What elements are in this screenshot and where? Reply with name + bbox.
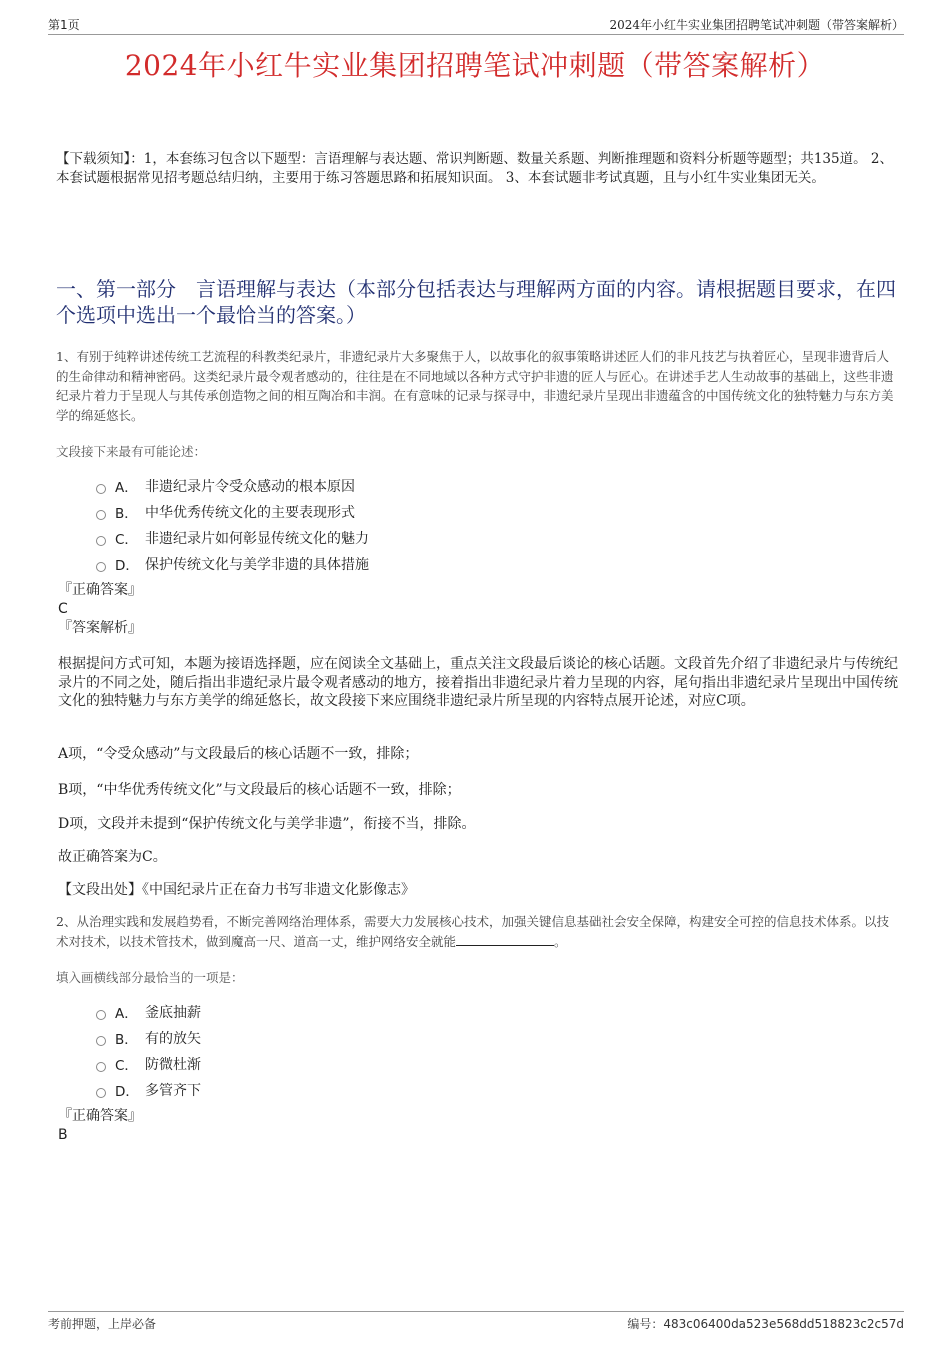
answer-value: C xyxy=(58,601,68,617)
page-header xyxy=(48,14,904,35)
analysis-label: 『答案解析』 xyxy=(58,620,142,636)
option-d[interactable]: D． 保护传统文化与美学非遗的具体措施 xyxy=(96,551,369,577)
question-2-answer-block xyxy=(58,1107,900,1145)
analysis-option-a: A项，“令受众感动”与文段最后的核心话题不一致，排除； xyxy=(58,746,419,762)
analysis-option-b: B项，“中华优秀传统文化”与文段最后的核心话题不一致，排除； xyxy=(58,782,461,798)
text-source: 【文段出处】《中国纪录片正在奋力书写非遗文化影像志》 xyxy=(58,882,415,898)
radio-icon[interactable] xyxy=(96,1010,106,1020)
analysis-option-d: D项，文段并未提到“保护传统文化与美学非遗”，衔接不当，排除。 xyxy=(58,816,476,832)
option-c[interactable]: C． 防微杜渐 xyxy=(96,1051,201,1077)
document-code: 编号：483c06400da523e568dd518823c2c57d xyxy=(627,1317,904,1331)
analysis-text: 根据提问方式可知，本题为接语选择题，应在阅读全文基础上，重点关注文段最后谈论的核心话题。文段首先介绍了非遗纪录片与传统纪录片的不同之处，随后指出非遗纪录片最令观者感动的地方，接着指出非遗纪录片着力呈现的内容，尾句指出非遗纪录片呈现出中国传统文化的独特魅力与东方美学的绵延悠长，故文段接下来应围绕非遗纪录片所呈现的内容特点展开论述，对应C项。 xyxy=(58,656,898,709)
fill-blank xyxy=(456,933,554,946)
question-1-answer-block xyxy=(58,581,900,638)
option-c[interactable]: C． 非遗纪录片如何彰显传统文化的魅力 xyxy=(96,525,369,551)
radio-icon[interactable] xyxy=(96,510,106,520)
question-1-text: 1、有别于纯粹讲述传统工艺流程的科教类纪录片，非遗纪录片大多聚焦于人，以故事化的叙事策略讲述匠人们的非凡技艺与执着匠心，呈现非遗背后人的生命律动和精神密码。这类纪录片最令观者感动的，往往是在不同地域以各种方式守护非遗的匠人与匠心。在讲述手艺人生动故事的基础上，这些非遗纪录片着力于呈现人与其传承创造物之间的相互陶冶和丰润。在有意味的记录与探寻中，非遗纪录片呈现出非遗蕴含的中国传统文化的独特魅力与东方美学的绵延悠长。 xyxy=(56,349,894,423)
question-1-prompt: 文段接下来最有可能论述： xyxy=(56,444,207,459)
radio-icon[interactable] xyxy=(96,1062,106,1072)
radio-icon[interactable] xyxy=(96,484,106,494)
question-2-text: 2、从治理实践和发展趋势看，不断完善网络治理体系，需要大力发展核心技术，加强关键信息基础社会安全保障，构建安全可控的信息技术体系。以技术对技术，以技术管技术，做到魔高一尺、道高一丈，维护网络安全就能 。 xyxy=(56,914,889,949)
question-2-prompt: 填入画横线部分最恰当的一项是： xyxy=(56,970,244,985)
option-a[interactable]: A． 非遗纪录片令受众感动的根本原因 xyxy=(96,473,369,499)
section-title: 一、第一部分 言语理解与表达（本部分包括表达与理解两方面的内容。请根据题目要求，在四个选项中选出一个最恰当的答案。） xyxy=(56,277,896,327)
radio-icon[interactable] xyxy=(96,1088,106,1098)
option-d[interactable]: D． 多管齐下 xyxy=(96,1077,201,1103)
radio-icon[interactable] xyxy=(96,536,106,546)
header-doc-title: 2024年小红牛实业集团招聘笔试冲刺题（带答案解析） xyxy=(609,18,904,32)
answer-label: 『正确答案』 xyxy=(58,1108,142,1124)
radio-icon[interactable] xyxy=(96,562,106,572)
question-1-options xyxy=(96,473,369,577)
option-a[interactable]: A． 釜底抽薪 xyxy=(96,999,201,1025)
option-b[interactable]: B． 中华优秀传统文化的主要表现形式 xyxy=(96,499,369,525)
download-notice: 【下载须知】：1，本套练习包含以下题型：言语理解与表达题、常识判断题、数量关系题、判断推理题和资料分析题等题型；共135道。 2、本套试题根据常见招考题总结归纳，主要用于练习答题思路和拓展知识面。 3、本套试题非考试真题，且与小红牛实业集团无关。 xyxy=(56,151,893,186)
page-title: 2024年小红牛实业集团招聘笔试冲刺题（带答案解析） xyxy=(124,49,826,82)
footer-slogan: 考前押题，上岸必备 xyxy=(48,1317,157,1331)
option-b[interactable]: B． 有的放矢 xyxy=(96,1025,201,1051)
answer-label: 『正确答案』 xyxy=(58,582,142,598)
answer-value: B xyxy=(58,1127,68,1143)
radio-icon[interactable] xyxy=(96,1036,106,1046)
page-number: 第1页 xyxy=(48,18,80,32)
analysis-conclusion: 故正确答案为C。 xyxy=(58,849,167,865)
question-2-options xyxy=(96,999,201,1103)
page-footer xyxy=(48,1311,904,1332)
